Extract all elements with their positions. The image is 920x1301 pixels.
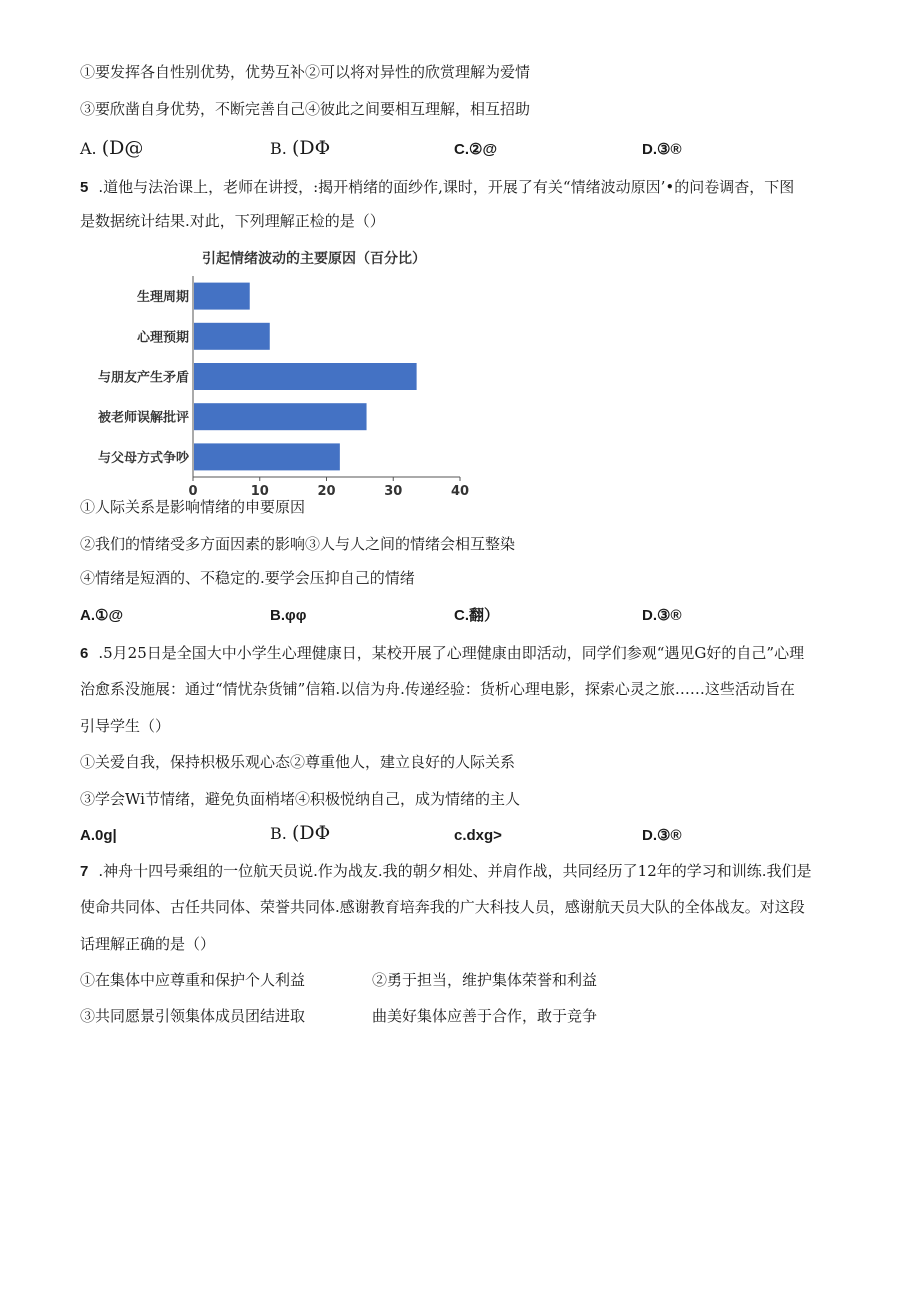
q7-stem-line-1: 7 .神舟十四号乘组的一位航天员说.作为战友.我的朝夕相处、并肩作战，共同经历了12年的学习和训练.我们是: [80, 862, 812, 880]
bar-chart: [78, 242, 478, 500]
bar-4: [194, 403, 367, 430]
chart-category-labels: [98, 289, 190, 466]
q6-option-d: D.③®: [642, 827, 682, 844]
q5-statement-2: ②我们的情绪受多方面因素的影响③人与人之间的情绪会相互整染: [80, 535, 516, 553]
x-tick-label-5: 40: [450, 484, 470, 499]
q5-option-a: A.①@: [80, 607, 124, 624]
x-tick-label-1: 0: [188, 484, 198, 499]
q7-number: 7: [80, 863, 89, 880]
q6-option-a: A.0g|: [80, 827, 117, 844]
q5-statement-3: ④情绪是短酒的、不稳定的.要学会压抑自己的情绪: [80, 569, 415, 587]
q7-statement-3: ③共同愿景引领集体成员团结进取: [80, 1007, 306, 1025]
x-tick-label-2: 10: [250, 484, 269, 499]
q6-stem-line-2: 治愈系没施展：通过“情忧杂货铺”信箱.以信为舟.传递经验：货析心理电影，探索心灵之旅……这些活动旨在: [80, 680, 795, 698]
q7-stem-line-2: 使命共同体、古任共同体、荣誉共同体.感谢教育培奔我的广大科技人员，感谢航天员大队的全体战友。对这段: [80, 898, 805, 916]
chart-x-ticks: [188, 477, 469, 499]
q6-stem-line-3: 引导学生（）: [80, 717, 171, 735]
category-label-1: 生理周期: [136, 290, 189, 306]
q6-stem-line-1: 6 .5月25日是全国大中小学生心理健康日，某校开展了心理健康由即活动，同学们参观“遇见G好的自己”心理: [80, 644, 805, 662]
category-label-4: 被老师误解批评: [97, 410, 189, 426]
q4-option-c: C.②@: [454, 141, 498, 158]
q4-statement-1: ①要发挥各自性别优势，优势互补②可以将对异性的欣赏理解为爱情: [80, 63, 531, 81]
q6-option-c: c.dxg>: [454, 827, 502, 844]
q7-stem-line-3: 话理解正确的是（）: [80, 935, 216, 953]
q5-stem-line-2: 是数据统计结果.对此，下列理解正检的是（）: [80, 212, 385, 230]
q7-statement-1: ①在集体中应尊重和保护个人利益: [80, 971, 306, 989]
category-label-2: 心理预期: [136, 330, 189, 346]
category-label-3: 与朋友产生矛盾: [97, 370, 189, 386]
q4-statement-2: ③要欣凿自身优势，不断完善自己④彼此之间要相互理解，相互招助: [80, 100, 531, 118]
bar-2: [194, 323, 270, 350]
q5-statement-1: ①人际关系是影响情绪的申要原因: [80, 498, 306, 516]
q7-statement-2: ②勇于担当，维护集体荣誉和利益: [372, 971, 598, 989]
bar-5: [194, 443, 340, 470]
chart-bars: [194, 283, 417, 471]
q6-option-b: B. (DΦ: [270, 822, 331, 844]
q5-number: 5: [80, 179, 89, 196]
q4-option-b: B. (DΦ: [270, 137, 331, 159]
q7-statement-4: 曲美好集体应善于合作，敢于竞争: [372, 1007, 598, 1025]
q4-option-a: A. (D@: [80, 137, 144, 159]
q5-stem-line-1: 5 .道他与法治课上，老师在讲授，:揭开梢绪的面纱作,课时，开展了有关“情绪波动原因’•的问卷调杳，下图: [80, 178, 795, 196]
q5-option-d: D.③®: [642, 607, 682, 624]
q4-option-d: D.③®: [642, 141, 682, 158]
category-label-5: 与父母方式争吵: [97, 450, 189, 466]
chart-title: 引起情绪波动的主要原因（百分比）: [202, 251, 426, 267]
x-tick-label-4: 30: [384, 484, 403, 499]
q5-option-b: B.φφ: [270, 607, 307, 624]
q6-number: 6: [80, 645, 89, 662]
q6-statement-1: ①关爱自我，保持枳极乐观心态②尊重他人，建立良好的人际关系: [80, 753, 516, 771]
x-tick-label-3: 20: [317, 484, 336, 499]
q6-statement-2: ③学会Wi节情绪，避免负面梢堵④积极悦纳自己，成为情绪的主人: [80, 790, 520, 808]
bar-3: [194, 363, 417, 390]
bar-1: [194, 283, 250, 310]
q5-option-c: C.翻）: [454, 607, 500, 624]
